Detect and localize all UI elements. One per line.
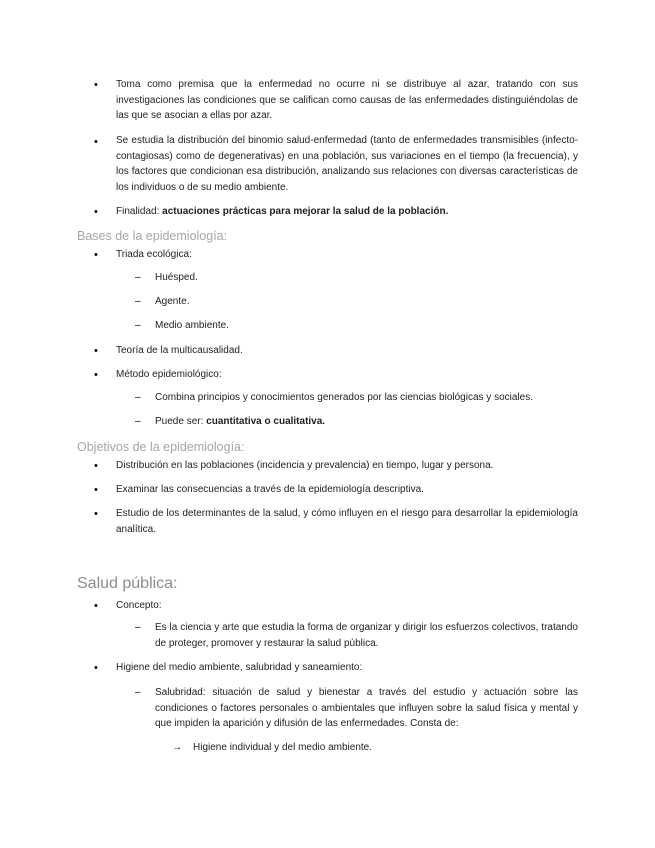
concepto-label: Concepto:	[116, 600, 162, 611]
triada-item-agente: Agente.	[155, 296, 190, 307]
metodo-label: Método epidemiológico:	[116, 369, 222, 380]
teoria-label: Teoría de la multicausalidad.	[116, 345, 243, 356]
dash-icon: –	[135, 416, 141, 427]
finalidad-bold: actuaciones prácticas para mejorar la salud de la población.	[162, 206, 449, 217]
metodo-item-combina: Combina principios y conocimientos generados por las ciencias biológicas y sociales.	[155, 392, 533, 403]
metodo-item-puede	[155, 414, 325, 430]
bullet-icon: •	[94, 662, 98, 674]
arrow-right-icon: →	[172, 742, 182, 753]
intro-paragraph-1: Toma como premisa que la enfermedad no ocurre ni se distribuye al azar, tratando con sus investigaciones las condiciones que se califican como causas de las enfermedades distinguiéndolas de las que se asocian a ellas por azar.	[116, 79, 578, 121]
puede-bold: cuantitativa o cualitativa.	[206, 416, 326, 427]
bullet-icon: •	[94, 79, 98, 91]
objetivo-item-2: Examinar las consecuencias a través de la epidemiología descriptiva.	[116, 484, 424, 495]
intro-paragraph-3	[116, 204, 578, 220]
concepto-item: Es la ciencia y arte que estudia la forma de organizar y dirigir los esfuerzos colectivos, tratando de proteger, promover y restaurar la salud pública.	[155, 622, 578, 649]
dash-icon: –	[135, 392, 141, 403]
bullet-icon: •	[94, 484, 98, 496]
bullet-icon: •	[94, 508, 98, 520]
bullet-icon: •	[94, 600, 98, 612]
dash-icon: –	[135, 296, 141, 307]
triada-item-huesped: Huésped.	[155, 272, 198, 283]
finalidad-label: Finalidad:	[116, 206, 163, 217]
bullet-icon: •	[94, 345, 98, 357]
triada-item-medio: Medio ambiente.	[155, 320, 229, 331]
puede-label: Puede ser:	[155, 416, 207, 427]
objetivo-item-3: Estudio de los determinantes de la salud, y cómo influyen en el riesgo para desarrollar la epidemiología analítica.	[116, 508, 578, 535]
bullet-icon: •	[94, 136, 98, 148]
bullet-icon: •	[94, 249, 98, 261]
higiene-individual-item: Higiene individual y del medio ambiente.	[193, 742, 372, 753]
heading-bases: Bases de la epidemiología:	[77, 229, 228, 243]
heading-salud-publica: Salud pública:	[77, 575, 178, 592]
higiene-label: Higiene del medio ambiente, salubridad y saneamiento:	[116, 662, 363, 673]
bullet-icon: •	[94, 206, 98, 218]
dash-icon: –	[135, 622, 141, 633]
dash-icon: –	[135, 272, 141, 283]
objetivo-item-1: Distribución en las poblaciones (incidencia y prevalencia) en tiempo, lugar y persona.	[116, 460, 494, 471]
bullet-icon: •	[94, 460, 98, 472]
bullet-icon: •	[94, 369, 98, 381]
heading-objetivos: Objetivos de la epidemiología:	[77, 440, 245, 454]
triada-label: Triada ecológica:	[116, 249, 192, 260]
dash-icon: –	[135, 320, 141, 331]
dash-icon: –	[135, 687, 141, 698]
salubridad-item: Salubridad: situación de salud y bienestar a través del estudio y actuación sobre las condiciones o factores personales o ambientales que influyen sobre la salud física y mental y que impiden la aparición y difusión de las enfermedades. Consta de:	[155, 687, 578, 729]
intro-paragraph-2: Se estudia la distribución del binomio salud-enfermedad (tanto de enfermedades transmisibles (infecto-contagiosas) como de degenerativas) en una población, sus variaciones en el tiempo (la frecuencia), y los factores que condicionan esa distribución, analizando sus relaciones con diversas características de los individuos o de su medio ambiente.	[116, 135, 578, 193]
